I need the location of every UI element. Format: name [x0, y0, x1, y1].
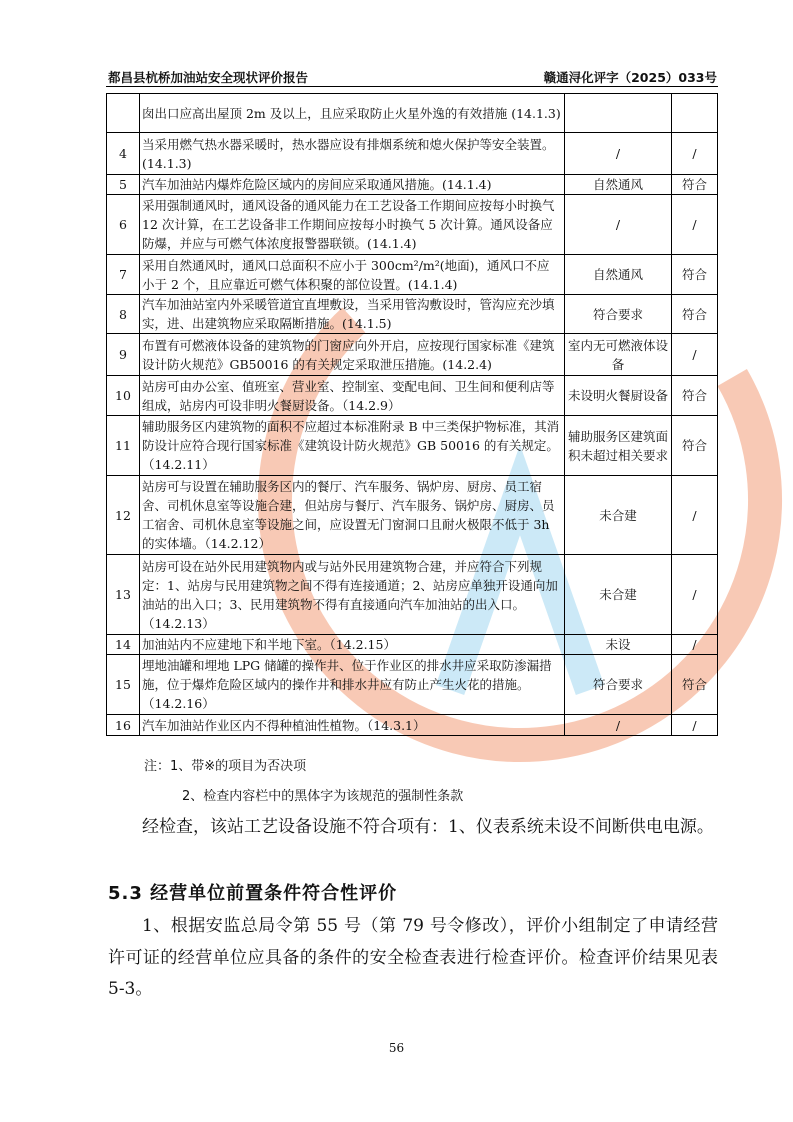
row-actual-status: 未设	[565, 635, 672, 655]
table-row	[107, 635, 718, 655]
row-check-content: 辅助服务区内建筑物的面积不应超过本标准附录 B 中三类保护物标准，其消防设计应符合现行国家标准《建筑设计防火规范》GB 50016 的有关规定。（14.2.11）	[140, 416, 565, 476]
table-row	[107, 175, 718, 195]
row-actual-status: 辅助服务区建筑面积未超过相关要求	[565, 416, 672, 476]
row-result: 符合	[672, 175, 718, 195]
header-divider	[106, 86, 718, 87]
row-check-content: 采用强制通风时，通风设备的通风能力在工艺设备工作期间应按每小时换气 12 次计算，在工艺设备非工作期间应按每小时换气 5 次计算。通风设备应防爆，并应与可燃气体浓度报警器联锁。(14.1.4)	[140, 195, 565, 255]
row-result: /	[672, 476, 718, 555]
row-actual-status: 未合建	[565, 476, 672, 555]
page-number: 56	[388, 1041, 405, 1055]
row-result: /	[672, 133, 718, 175]
row-check-content: 站房可与设置在辅助服务区内的餐厅、汽车服务、锅炉房、厨房、员工宿舍、司机休息室等设施合建，但站房与餐厅、汽车服务、锅炉房、厨房、员工宿舍、司机休息室等设施之间，应设置无门窗洞口且耐火极限不低于 3h 的实体墙。（14.2.12）	[140, 476, 565, 555]
section-title: 5.3 经营单位前置条件符合性评价	[108, 883, 398, 904]
table-row	[107, 555, 718, 635]
table-row	[107, 295, 718, 334]
row-actual-status: 自然通风	[565, 255, 672, 295]
row-number: 11	[107, 416, 140, 476]
row-check-content: 汽车加油站作业区内不得种植油性植物。（14.3.1）	[140, 715, 565, 736]
row-check-content: 当采用燃气热水器采暖时，热水器应设有排烟系统和熄火保护等安全装置。(14.1.3)	[140, 133, 565, 175]
row-number	[107, 94, 140, 133]
row-check-content: 汽车加油站室内外采暖管道宜直埋敷设，当采用管沟敷设时，管沟应充沙填实，进、出建筑物应采取隔断措施。(14.1.5)	[140, 295, 565, 334]
row-actual-status: 符合要求	[565, 655, 672, 715]
row-actual-status	[565, 94, 672, 133]
row-check-content: 布置有可燃液体设备的建筑物的门窗应向外开启，应按现行国家标准《建筑设计防火规范》GB50016 的有关规定采取泄压措施。(14.2.4)	[140, 334, 565, 376]
row-actual-status: 室内无可燃液体设备	[565, 334, 672, 376]
row-number: 14	[107, 635, 140, 655]
table-row	[107, 94, 718, 133]
table-row	[107, 376, 718, 416]
row-result: /	[672, 715, 718, 736]
row-result: 符合	[672, 416, 718, 476]
row-number: 6	[107, 195, 140, 255]
row-number: 13	[107, 555, 140, 635]
row-actual-status: 未合建	[565, 555, 672, 635]
row-actual-status: 符合要求	[565, 295, 672, 334]
checklist-table	[106, 93, 718, 736]
row-number: 10	[107, 376, 140, 416]
section-body-paragraph: 1、根据安监总局令第 55 号（第 79 号令修改），评价小组制定了申请经营许可证的经营单位应具备的条件的安全检查表进行检查评价。检查评价结果见表 5-3。	[108, 916, 718, 999]
row-number: 4	[107, 133, 140, 175]
table-row	[107, 334, 718, 376]
note-2: 2、检查内容栏中的黑体字为该规范的强制性条款	[182, 789, 464, 804]
table-row	[107, 715, 718, 736]
inspection-summary-paragraph: 经检查，该站工艺设备设施不符合项有：1、仪表系统未设不间断供电电源。	[142, 817, 714, 837]
row-number: 16	[107, 715, 140, 736]
table-row	[107, 195, 718, 255]
table-row	[107, 476, 718, 555]
row-check-content: 加油站内不应建地下和半地下室。（14.2.15）	[140, 635, 565, 655]
row-result: 符合	[672, 655, 718, 715]
row-result: 符合	[672, 376, 718, 416]
table-row	[107, 655, 718, 715]
row-check-content: 汽车加油站内爆炸危险区域内的房间应采取通风措施。(14.1.4)	[140, 175, 565, 195]
row-actual-status: 未设明火餐厨设备	[565, 376, 672, 416]
row-number: 5	[107, 175, 140, 195]
row-actual-status: 自然通风	[565, 175, 672, 195]
row-result: /	[672, 635, 718, 655]
row-result: /	[672, 195, 718, 255]
row-number: 7	[107, 255, 140, 295]
row-check-content: 站房可设在站外民用建筑物内或与站外民用建筑物合建，并应符合下列规定：1、站房与民用建筑物之间不得有连接通道；2、站房应单独开设通向加油站的出入口；3、民用建筑物不得有直接通向汽车加油站的出入口。（14.2.13）	[140, 555, 565, 635]
row-actual-status: /	[565, 195, 672, 255]
note-1: 注：1、带※的项目为否决项	[144, 759, 307, 774]
row-number: 8	[107, 295, 140, 334]
row-result: /	[672, 334, 718, 376]
row-check-content: 站房可由办公室、值班室、营业室、控制室、变配电间、卫生间和便利店等组成，站房内可设非明火餐厨设备。（14.2.9）	[140, 376, 565, 416]
row-check-content: 埋地油罐和埋地 LPG 储罐的操作井、位于作业区的排水井应采取防渗漏措施，位于爆炸危险区域内的操作井和排水井应有防止产生火花的措施。（14.2.16）	[140, 655, 565, 715]
row-number: 12	[107, 476, 140, 555]
row-actual-status: /	[565, 715, 672, 736]
row-number: 15	[107, 655, 140, 715]
row-check-content: 采用自然通风时，通风口总面积不应小于 300cm²/m²(地面)，通风口不应小于 2 个，且应靠近可燃气体积聚的部位设置。(14.1.4)	[140, 255, 565, 295]
row-actual-status: /	[565, 133, 672, 175]
table-notes	[144, 752, 463, 812]
table-row	[107, 416, 718, 476]
row-check-content: 囱出口应高出屋顶 2m 及以上，且应采取防止火星外逸的有效措施 (14.1.3)	[140, 94, 565, 133]
row-result: /	[672, 555, 718, 635]
row-result: 符合	[672, 255, 718, 295]
table-row	[107, 255, 718, 295]
header-report-number: 赣通浔化评字（2025）033号	[543, 70, 717, 85]
table-row	[107, 133, 718, 175]
row-number: 9	[107, 334, 140, 376]
row-result	[672, 94, 718, 133]
row-result: 符合	[672, 295, 718, 334]
header-report-title: 都昌县杭桥加油站安全现状评价报告	[108, 70, 309, 85]
